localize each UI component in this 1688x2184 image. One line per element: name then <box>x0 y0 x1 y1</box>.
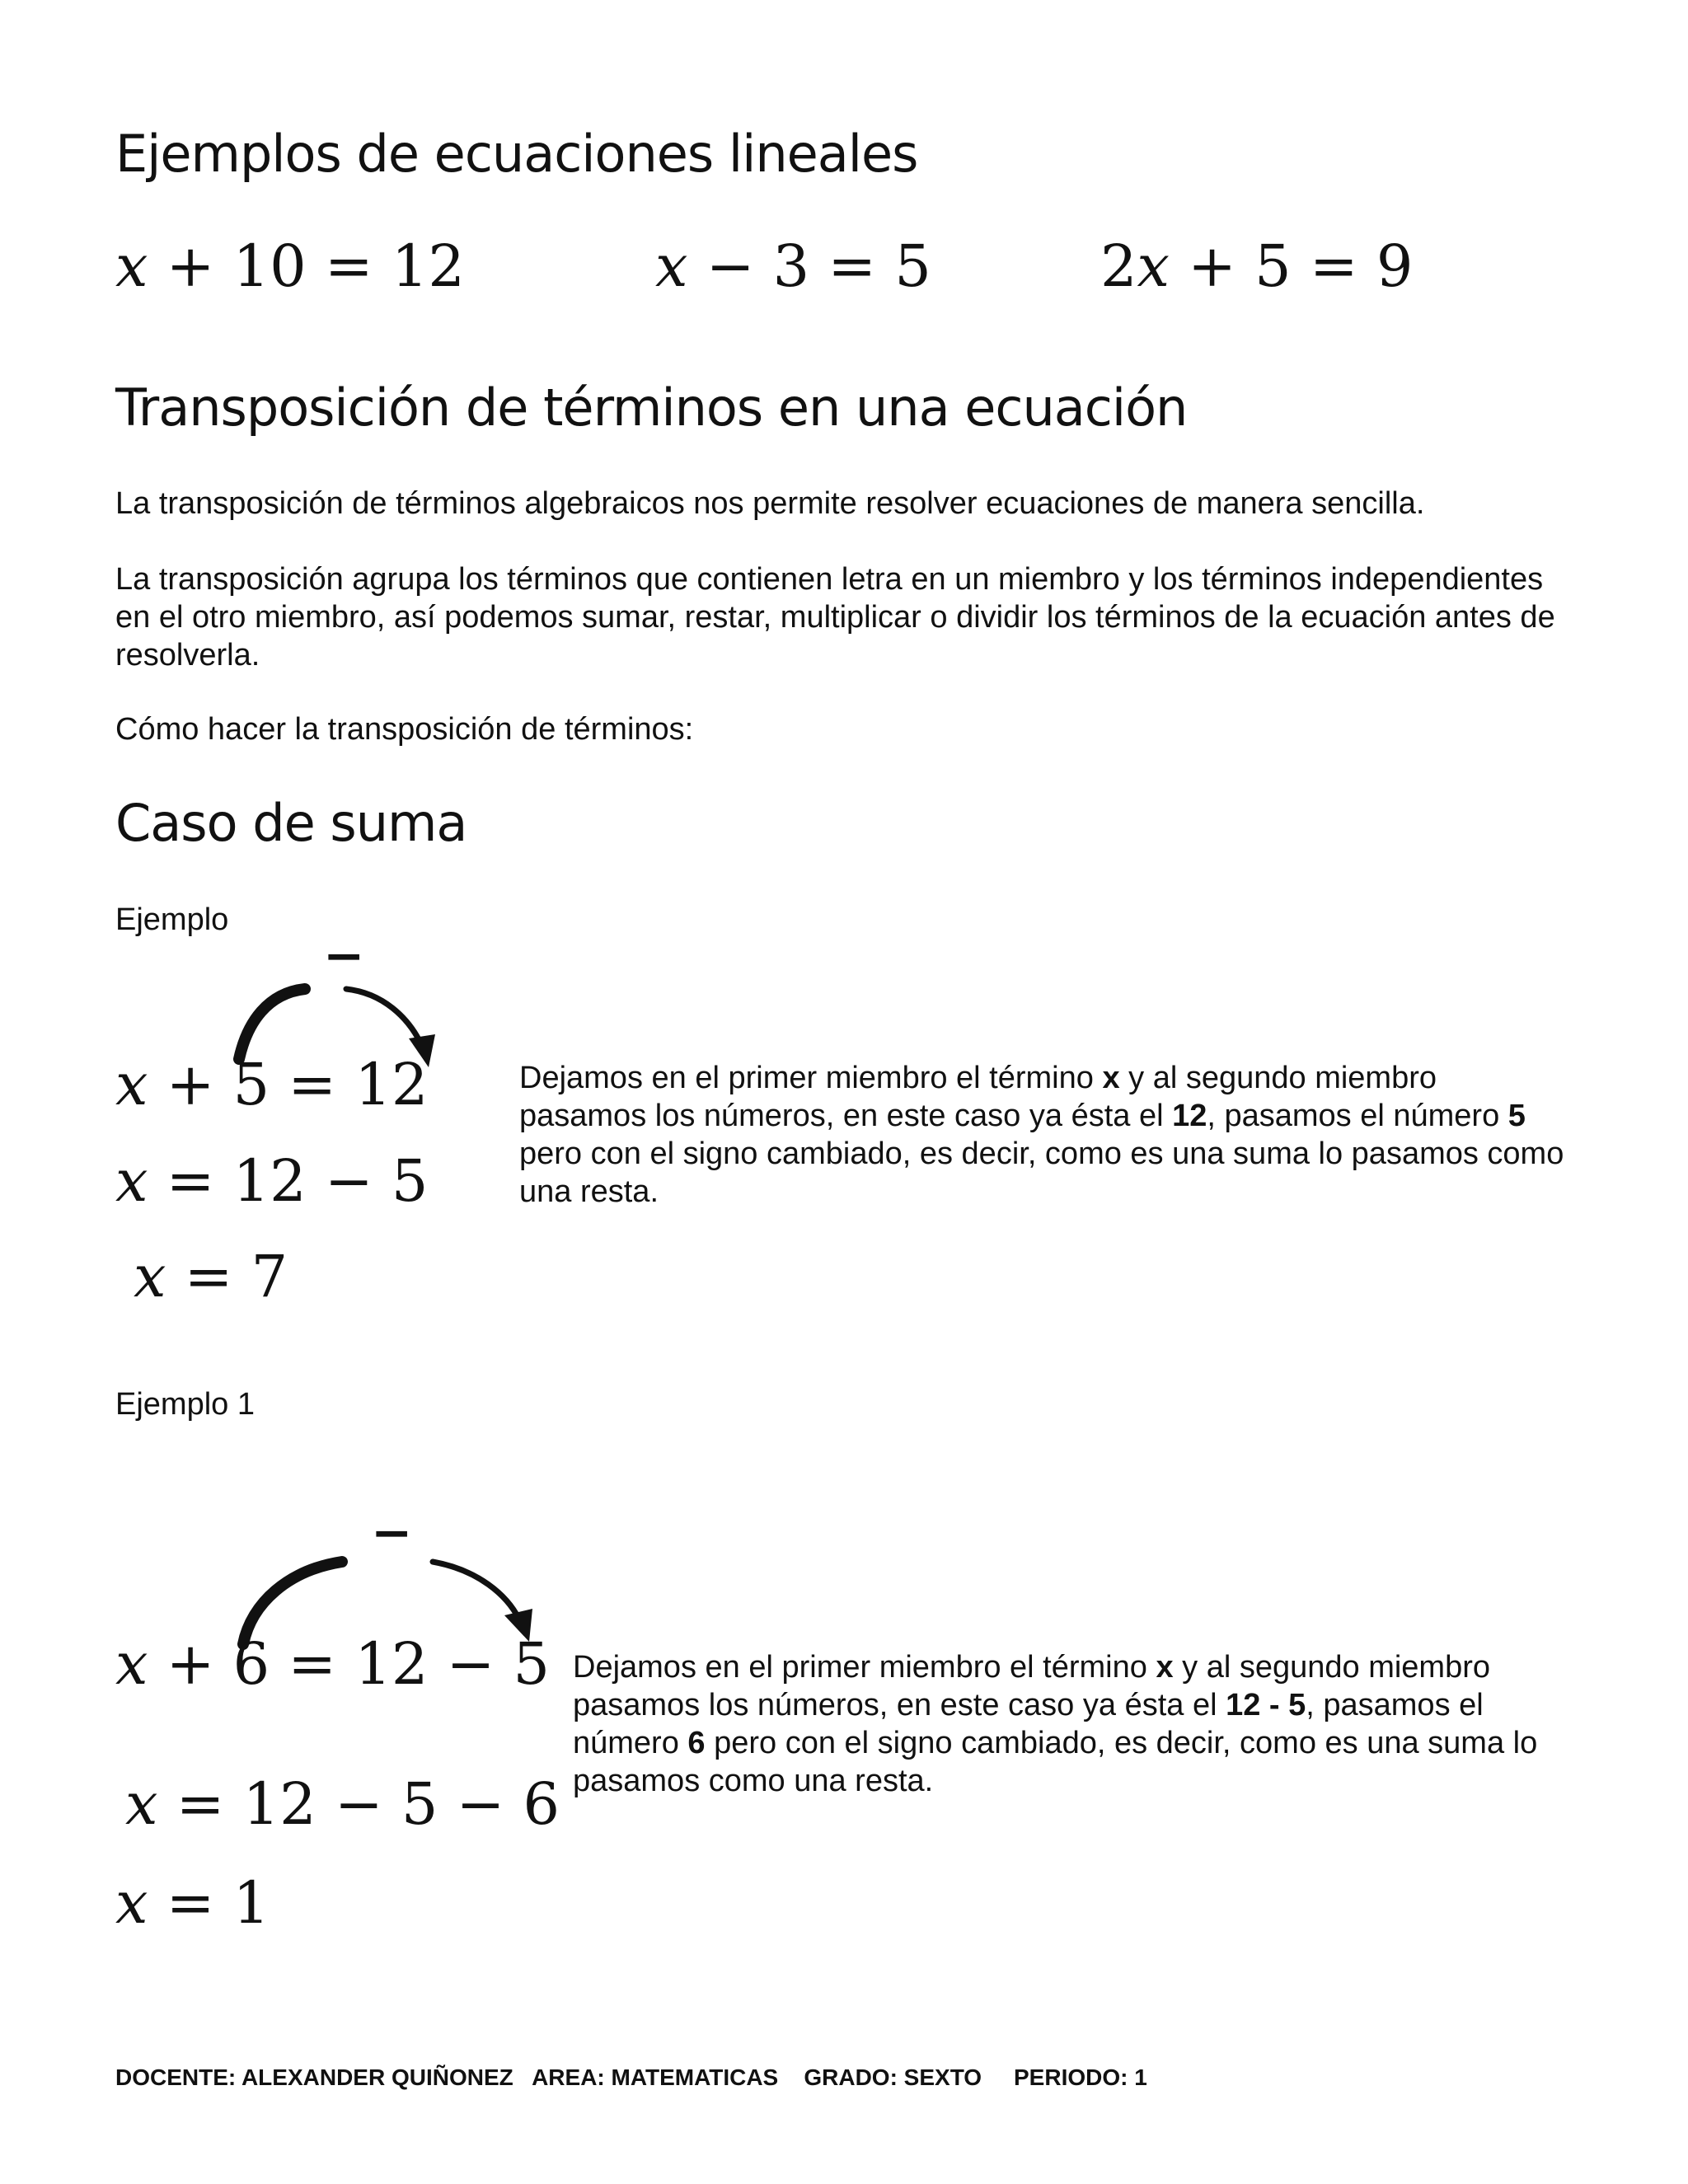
equation-example-1: x + 10 = 12 <box>115 232 465 300</box>
explanation-text: Dejamos en el primer miembro el término x y al segundo miembro pasamos los números, en este caso ya ésta el 12, pasamos el número 5 pero con el signo cambiado, es decir, como es una suma lo pasamos como una resta. <box>519 1061 1564 1209</box>
variable-x: x <box>115 1630 148 1698</box>
footer-period: PERIODO: 1 <box>1014 2064 1147 2090</box>
minus-sign: − <box>371 1504 413 1562</box>
paragraph-definition: La transposición agrupa los términos que contienen letra en un miembro y los términos independientes en el otro miembro, así podemos sumar, restar, multiplicar o dividir los términos de la ecuación antes de resolverla. <box>115 562 1555 673</box>
equation-line: x = 12 − 5 − 6 <box>125 1770 560 1838</box>
equation-line: x = 12 − 5 <box>115 1147 429 1215</box>
footer-teacher: DOCENTE: ALEXANDER QUIÑONEZ <box>115 2064 513 2090</box>
equation-line: x + 5 = 12 <box>115 1051 429 1118</box>
variable-x: x <box>655 232 688 300</box>
footer <box>115 2064 1147 2091</box>
paragraph-how-to: Cómo hacer la transposición de términos: <box>115 712 694 747</box>
example-label: Ejemplo <box>115 902 229 937</box>
paragraph-intro: La transposición de términos algebraicos nos permite resolver ecuaciones de manera sencilla. <box>115 486 1425 521</box>
footer-grade: GRADO: SEXTO <box>804 2064 982 2090</box>
variable-x: x <box>115 1147 148 1215</box>
equation-line: x = 1 <box>115 1869 270 1937</box>
variable-x: x <box>125 1770 158 1838</box>
variable-x: x <box>115 1051 148 1118</box>
equation-line: x + 6 = 12 − 5 <box>115 1630 551 1698</box>
variable-x: x <box>1137 232 1170 300</box>
heading-sum-case: Caso de suma <box>115 793 467 853</box>
footer-area: AREA: MATEMATICAS <box>532 2064 779 2090</box>
variable-x: x <box>134 1243 166 1310</box>
equation-line: x = 7 <box>134 1243 288 1310</box>
explanation-text: Dejamos en el primer miembro el término x y al segundo miembro pasamos los números, en este caso ya ésta el 12 - 5, pasamos el número 6 pero con el signo cambiado, es decir, como es una suma lo pasamos como una resta. <box>573 1650 1538 1798</box>
example-label: Ejemplo 1 <box>115 1387 255 1422</box>
equation-example-2: x − 3 = 5 <box>655 232 931 300</box>
minus-sign: − <box>323 927 365 985</box>
heading-transposition: Transposición de términos en una ecuación <box>115 377 1188 438</box>
heading-examples: Ejemplos de ecuaciones lineales <box>115 124 918 184</box>
variable-x: x <box>115 232 148 300</box>
variable-x: x <box>115 1869 148 1937</box>
equation-example-3: 2x + 5 = 9 <box>1100 232 1414 300</box>
